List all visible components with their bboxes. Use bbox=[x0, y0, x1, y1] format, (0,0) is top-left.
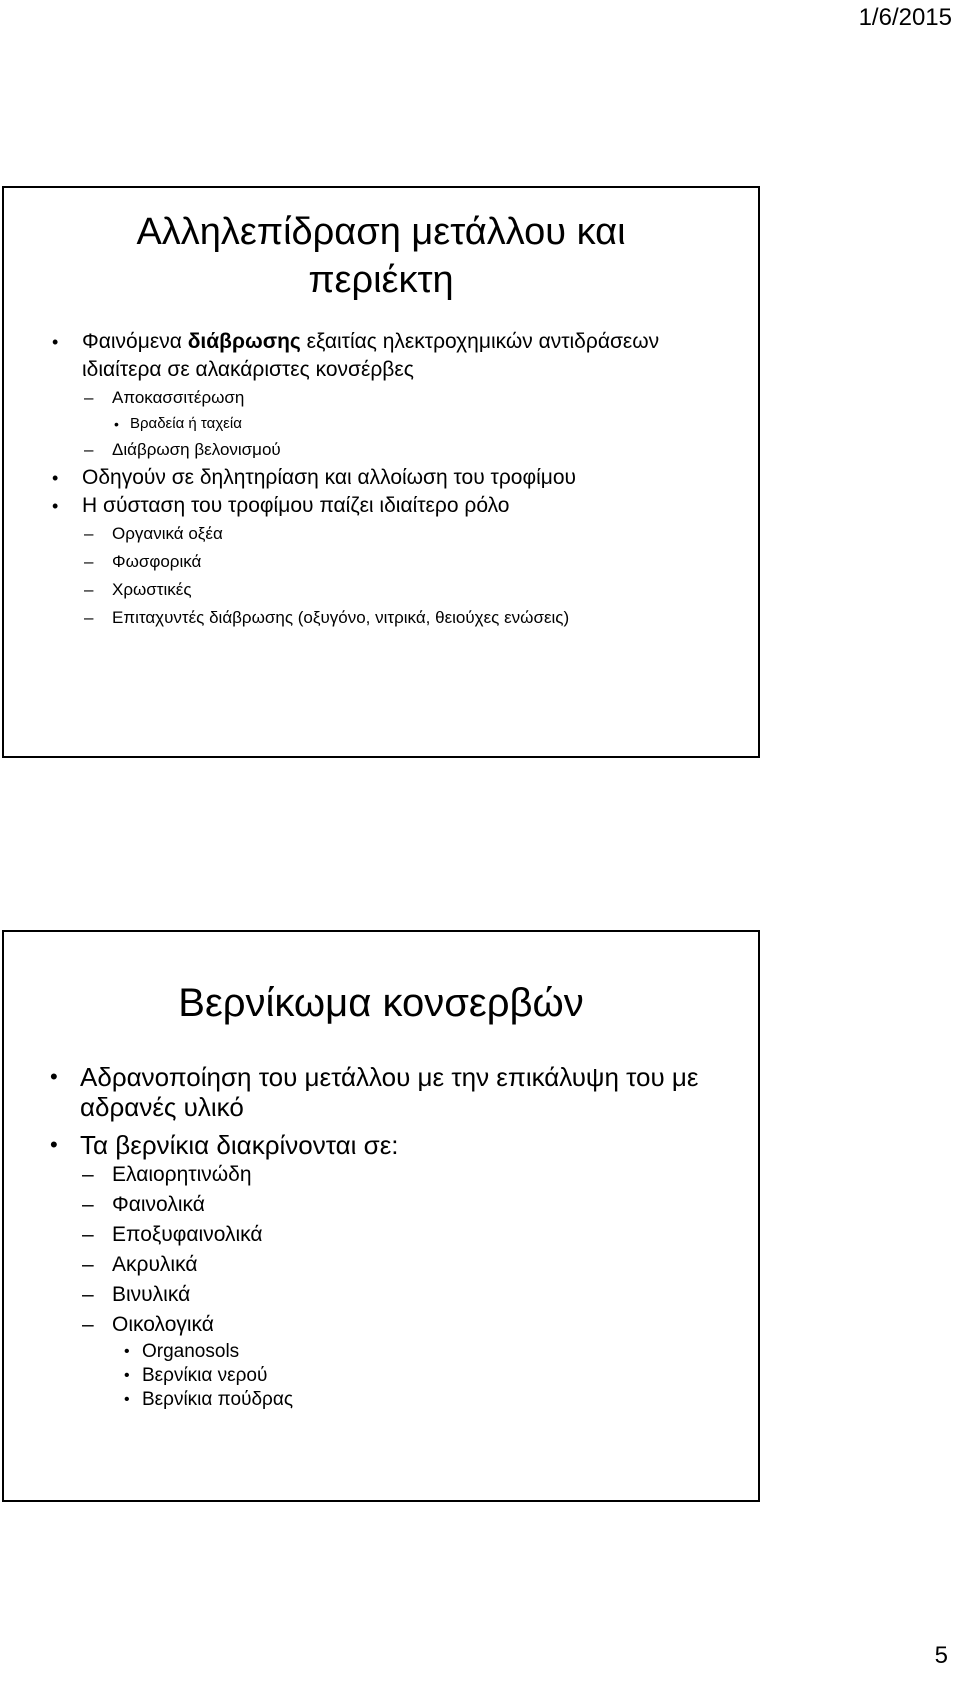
list-item: – Διάβρωση βελονισμού bbox=[52, 436, 752, 464]
list-item: – Βινυλικά bbox=[50, 1280, 750, 1310]
dash-marker: – bbox=[84, 388, 94, 407]
dash-marker: – bbox=[82, 1283, 94, 1306]
title-line-2: περιέκτη bbox=[308, 259, 454, 301]
print-date: 1/6/2015 bbox=[858, 4, 952, 31]
slide-can-lacquering bbox=[2, 930, 760, 1502]
dash-marker: – bbox=[82, 1193, 94, 1216]
dash-marker: – bbox=[84, 608, 94, 627]
list-item: • Οδηγούν σε δηλητηρίαση και αλλοίωση του τροφίμου bbox=[52, 464, 752, 492]
dash-marker: – bbox=[84, 552, 94, 571]
list-item: – Οργανικά οξέα bbox=[52, 520, 752, 548]
bullet-marker: • bbox=[52, 332, 59, 352]
list-item: • Βερνίκια πούδρας bbox=[124, 1389, 293, 1410]
slide-title: Βερνίκωμα κονσερβών bbox=[178, 981, 584, 1025]
slide-metal-container-interaction bbox=[2, 186, 760, 758]
dash-marker: – bbox=[82, 1253, 94, 1276]
list-item: – Ακρυλικά bbox=[50, 1250, 750, 1280]
bullet-marker: • bbox=[114, 416, 119, 432]
bullet-marker: • bbox=[52, 496, 59, 516]
bullet-marker: • bbox=[50, 1064, 58, 1089]
bullet-marker: • bbox=[124, 1343, 130, 1360]
list-item: – Οικολογικά bbox=[50, 1310, 750, 1340]
list-item: – Χρωστικές bbox=[52, 576, 752, 604]
bullet-marker: • bbox=[124, 1391, 130, 1408]
list-item: – Φωσφορικά bbox=[52, 548, 752, 576]
list-item: • Αδρανοποίηση του μετάλλου με την επικάλυψη του με αδρανές υλικό bbox=[50, 1062, 699, 1122]
bullet-list bbox=[50, 1062, 750, 1412]
list-item: – Φαινολικά bbox=[50, 1190, 750, 1220]
dash-marker: – bbox=[82, 1313, 94, 1336]
page-number: 5 bbox=[934, 1642, 948, 1669]
list-item: – Αποκασσιτέρωση bbox=[52, 384, 752, 412]
emphasis-text: διάβρωσης bbox=[187, 330, 301, 353]
title-line-1: Αλληλεπίδραση μετάλλου και bbox=[136, 211, 626, 253]
list-item: – Ελαιορητινώδη bbox=[50, 1160, 750, 1190]
dash-marker: – bbox=[82, 1223, 94, 1246]
list-item: • Η σύσταση του τροφίμου παίζει ιδιαίτερο ρόλο bbox=[52, 492, 752, 520]
list-item: • Τα βερνίκια διακρίνονται σε: bbox=[50, 1130, 399, 1160]
list-item: – Εποξυφαινολικά bbox=[50, 1220, 750, 1250]
list-item: • Organosols bbox=[124, 1341, 240, 1362]
list-item: – Επιταχυντές διάβρωσης (οξυγόνο, νιτρικά, θειούχες ενώσεις) bbox=[52, 604, 752, 632]
bullet-marker: • bbox=[52, 468, 59, 488]
bullet-marker: • bbox=[50, 1132, 58, 1157]
slide-title bbox=[4, 208, 758, 304]
dash-marker: – bbox=[82, 1163, 94, 1186]
dash-marker: – bbox=[84, 580, 94, 599]
dash-marker: – bbox=[84, 524, 94, 543]
bullet-marker: • bbox=[124, 1367, 130, 1384]
list-item: • Βερνίκια νερού bbox=[124, 1365, 268, 1386]
list-item: • Φαινόμενα διάβρωσης εξαιτίας ηλεκτροχημικών αντιδράσεων ιδιαίτερα σε αλακάριστες κονσέρβες bbox=[52, 330, 660, 381]
dash-marker: – bbox=[84, 440, 94, 459]
bullet-list bbox=[52, 328, 752, 632]
list-item: • Βραδεία ή ταχεία bbox=[52, 412, 752, 436]
